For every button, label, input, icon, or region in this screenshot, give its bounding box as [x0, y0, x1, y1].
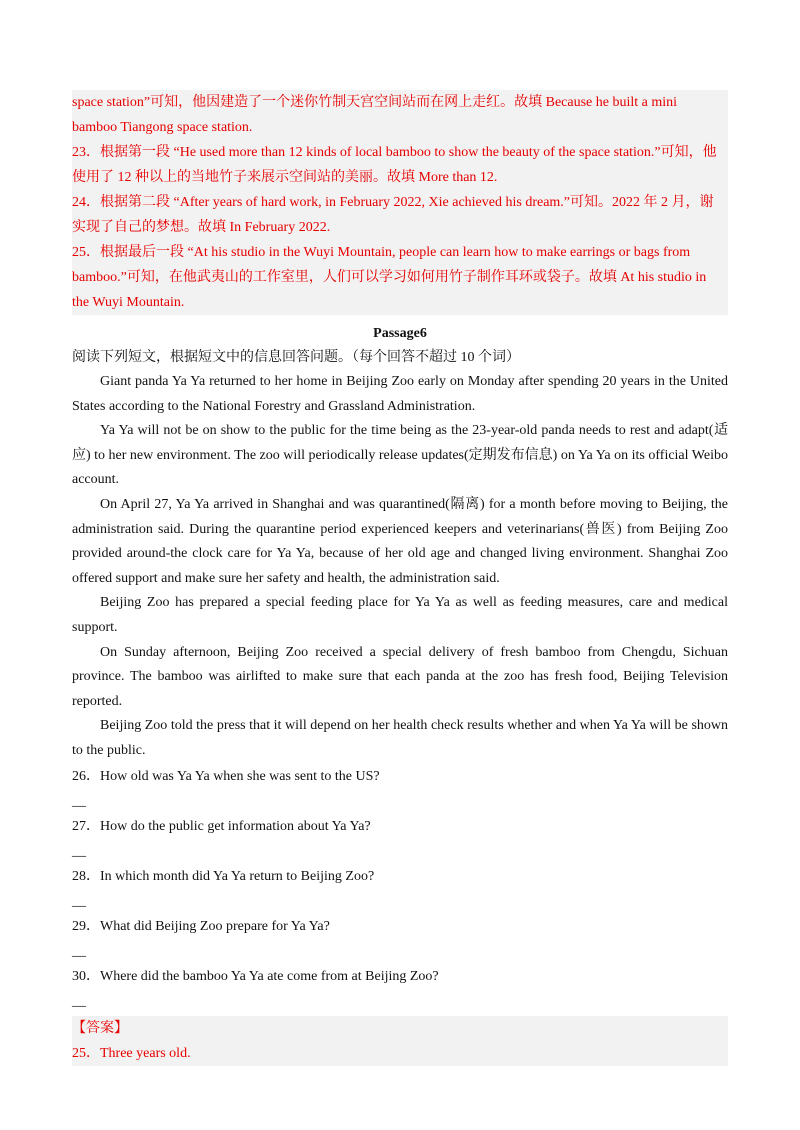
questions-list	[72, 764, 728, 1014]
answer-line: 23．根据第一段 “He used more than 12 kinds of local bamboo to show the beauty of the space station.”可知，他	[72, 145, 717, 160]
question-text: 30．Where did the bamboo Ya Ya ate come from at Beijing Zoo?	[72, 968, 439, 984]
paragraph: Beijing Zoo told the press that it will depend on her health check results whether and when Ya Ya will be shown to the public.	[72, 718, 728, 758]
question-text: 29．What did Beijing Zoo prepare for Ya Ya?	[72, 918, 330, 934]
question-text: 26．How old was Ya Ya when she was sent to the US?	[72, 768, 380, 784]
answer-blank: __	[72, 893, 86, 909]
paragraph: On April 27, Ya Ya arrived in Shanghai and was quarantined(隔离) for a month before moving to Beijing, the administration said. During the quarantine period experienced keepers and veterinarians(兽医) from Beijing Zoo provided around-the clock care for Ya Ya, because of her old age and changed living environment. Shanghai Zoo offered support and make sure her safety and health, the administration said.	[72, 496, 728, 586]
answer-blank: __	[72, 943, 86, 959]
answer-blank: __	[72, 993, 86, 1009]
answer-line: bamboo.”可知，在他武夷山的工作室里，人们可以学习如何用竹子制作耳环或袋子。故填 At his studio in	[72, 270, 707, 285]
answer-line: the Wuyi Mountain.	[72, 295, 185, 310]
paragraph: Beijing Zoo has prepared a special feeding place for Ya Ya as well as feeding measures, care and medical support.	[72, 595, 728, 635]
answer-label: 【答案】	[72, 1020, 128, 1036]
answer-line: 实现了自己的梦想。故填 In February 2022.	[72, 220, 331, 235]
previous-answers-block	[72, 90, 728, 315]
question-text: 28．In which month did Ya Ya return to Beijing Zoo?	[72, 868, 375, 884]
answer-line: 24．根据第二段 “After years of hard work, in February 2022, Xie achieved his dream.”可知。2022 年 2 月，谢	[72, 195, 714, 210]
answer-key-block	[72, 1016, 728, 1066]
answer-blank: __	[72, 793, 86, 809]
document-page	[72, 90, 728, 1066]
answer-line: space station”可知，他因建造了一个迷你竹制天宫空间站而在网上走红。故填 Because he built a mini	[72, 95, 678, 110]
answer-blank: __	[72, 843, 86, 859]
answer-line: 25．根据最后一段 “At his studio in the Wuyi Mountain, people can learn how to make earrings or bags from	[72, 245, 691, 260]
paragraph: Ya Ya will not be on show to the public for the time being as the 23-year-old panda needs to rest and adapt(适应) to her new environment. The zoo will periodically release updates(定期发布信息) on Ya Ya on its official Weibo account.	[72, 423, 728, 488]
paragraph: Giant panda Ya Ya returned to her home in Beijing Zoo early on Monday after spending 20 years in the United States according to the National Forestry and Grassland Administration.	[72, 374, 728, 414]
question-text: 27．How do the public get information about Ya Ya?	[72, 818, 371, 834]
answer-line: 25．Three years old.	[72, 1045, 191, 1061]
answer-line: bamboo Tiangong space station.	[72, 120, 253, 135]
instruction-text: 阅读下列短文，根据短文中的信息回答问题。（每个回答不超过 10 个词）	[72, 350, 520, 365]
passage-title: Passage6	[373, 326, 427, 341]
paragraph: On Sunday afternoon, Beijing Zoo received a special delivery of fresh bamboo from Chengdu, Sichuan province. The bamboo was airlifted to make sure that each panda at the zoo has fresh food, Beijing Television reported.	[72, 644, 728, 709]
answer-line: 使用了 12 种以上的当地竹子来展示空间站的美丽。故填 More than 12.	[72, 170, 498, 185]
passage-body	[72, 370, 728, 764]
